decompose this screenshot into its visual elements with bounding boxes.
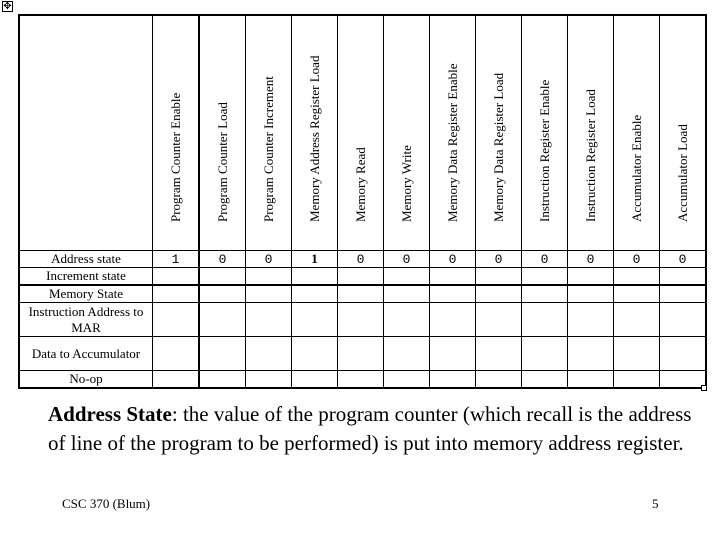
cell[interactable]: 0 bbox=[614, 251, 660, 268]
cell[interactable] bbox=[292, 337, 338, 371]
cell[interactable]: 1 bbox=[292, 251, 338, 268]
cell[interactable] bbox=[153, 285, 200, 303]
table-row-data-to-accumulator bbox=[19, 337, 706, 371]
col-header: Program Counter Increment bbox=[246, 15, 292, 251]
cell[interactable] bbox=[522, 303, 568, 337]
cell[interactable] bbox=[430, 268, 476, 286]
row-label: Data to Accumulator bbox=[19, 337, 153, 371]
col-header: Memory Write bbox=[384, 15, 430, 251]
cell[interactable] bbox=[522, 371, 568, 389]
cell[interactable] bbox=[338, 268, 384, 286]
col-header: Memory Data Register Load bbox=[476, 15, 522, 251]
cell[interactable] bbox=[614, 371, 660, 389]
row-label: No-op bbox=[19, 371, 153, 389]
col-header: Instruction Register Load bbox=[568, 15, 614, 251]
cell[interactable]: 0 bbox=[246, 251, 292, 268]
cell[interactable] bbox=[199, 337, 246, 371]
table-row-memory-state bbox=[19, 285, 706, 303]
cell[interactable] bbox=[246, 268, 292, 286]
col-header: Memory Read bbox=[338, 15, 384, 251]
cell[interactable]: 1 bbox=[153, 251, 200, 268]
cell[interactable] bbox=[430, 371, 476, 389]
cell[interactable] bbox=[199, 285, 246, 303]
cell[interactable]: 0 bbox=[338, 251, 384, 268]
cell[interactable] bbox=[430, 303, 476, 337]
col-header: Program Counter Load bbox=[199, 15, 246, 251]
cell[interactable]: 0 bbox=[384, 251, 430, 268]
col-header: Accumulator Load bbox=[660, 15, 707, 251]
cell[interactable] bbox=[476, 371, 522, 389]
col-header: Memory Address Register Load bbox=[292, 15, 338, 251]
description-text: : the value of the program counter (which recall is the address of line of the program to be performed) is put into memory address register. bbox=[48, 402, 692, 455]
cell[interactable] bbox=[384, 337, 430, 371]
footer-page-number: 5 bbox=[652, 496, 659, 511]
cell[interactable] bbox=[568, 285, 614, 303]
cell[interactable] bbox=[338, 337, 384, 371]
cell[interactable] bbox=[153, 268, 200, 286]
table-resize-handle[interactable] bbox=[701, 385, 707, 391]
description-term: Address State bbox=[48, 402, 172, 426]
header-row bbox=[19, 15, 706, 251]
cell[interactable] bbox=[292, 285, 338, 303]
cell[interactable]: 0 bbox=[660, 251, 707, 268]
cell[interactable] bbox=[199, 268, 246, 286]
col-header: Memory Data Register Enable bbox=[430, 15, 476, 251]
cell[interactable] bbox=[568, 337, 614, 371]
table-row-address-state bbox=[19, 251, 706, 268]
description-paragraph bbox=[48, 400, 708, 458]
cell[interactable] bbox=[614, 303, 660, 337]
footer-course: CSC 370 (Blum) bbox=[62, 496, 151, 511]
cell[interactable] bbox=[338, 285, 384, 303]
cell[interactable] bbox=[614, 268, 660, 286]
table-row-increment-state bbox=[19, 268, 706, 286]
cell[interactable] bbox=[153, 337, 200, 371]
control-signal-table bbox=[18, 14, 707, 389]
cell[interactable] bbox=[476, 285, 522, 303]
cell[interactable] bbox=[292, 371, 338, 389]
cell[interactable] bbox=[246, 285, 292, 303]
cell[interactable] bbox=[338, 371, 384, 389]
cell[interactable]: 0 bbox=[430, 251, 476, 268]
col-header: Program Counter Enable bbox=[153, 15, 200, 251]
cell[interactable] bbox=[199, 371, 246, 389]
cell[interactable]: 0 bbox=[522, 251, 568, 268]
cell[interactable] bbox=[246, 303, 292, 337]
cell[interactable] bbox=[153, 303, 200, 337]
table-row-no-op bbox=[19, 371, 706, 389]
cell[interactable] bbox=[660, 371, 707, 389]
cell[interactable] bbox=[384, 285, 430, 303]
cell[interactable] bbox=[660, 268, 707, 286]
cell[interactable] bbox=[614, 337, 660, 371]
cell[interactable] bbox=[614, 285, 660, 303]
cell[interactable] bbox=[522, 268, 568, 286]
cell[interactable] bbox=[338, 303, 384, 337]
cell[interactable] bbox=[384, 303, 430, 337]
cell[interactable] bbox=[292, 268, 338, 286]
cell[interactable] bbox=[568, 371, 614, 389]
cell[interactable] bbox=[660, 285, 707, 303]
cell[interactable] bbox=[153, 371, 200, 389]
table-row-instruction-address-to-mar bbox=[19, 303, 706, 337]
cell[interactable] bbox=[522, 285, 568, 303]
cell[interactable] bbox=[568, 303, 614, 337]
cell[interactable]: 0 bbox=[568, 251, 614, 268]
cell[interactable] bbox=[430, 285, 476, 303]
cell[interactable] bbox=[568, 268, 614, 286]
corner-cell bbox=[19, 15, 153, 251]
cell[interactable]: 0 bbox=[476, 251, 522, 268]
row-label: Address state bbox=[19, 251, 153, 268]
col-header: Instruction Register Enable bbox=[522, 15, 568, 251]
cell[interactable]: 0 bbox=[199, 251, 246, 268]
row-label: Instruction Address to MAR bbox=[19, 303, 153, 337]
cell[interactable] bbox=[660, 303, 707, 337]
cell[interactable] bbox=[246, 337, 292, 371]
row-label: Memory State bbox=[19, 285, 153, 303]
table-move-handle-icon[interactable]: ✥ bbox=[3, 1, 12, 12]
cell[interactable] bbox=[199, 303, 246, 337]
cell[interactable] bbox=[476, 337, 522, 371]
cell[interactable] bbox=[384, 371, 430, 389]
cell[interactable] bbox=[476, 303, 522, 337]
cell[interactable] bbox=[246, 371, 292, 389]
cell[interactable] bbox=[476, 268, 522, 286]
cell[interactable] bbox=[430, 337, 476, 371]
cell[interactable] bbox=[660, 337, 707, 371]
cell[interactable] bbox=[292, 303, 338, 337]
row-label: Increment state bbox=[19, 268, 153, 286]
cell[interactable] bbox=[522, 337, 568, 371]
col-header: Accumulator Enable bbox=[614, 15, 660, 251]
cell[interactable] bbox=[384, 268, 430, 286]
